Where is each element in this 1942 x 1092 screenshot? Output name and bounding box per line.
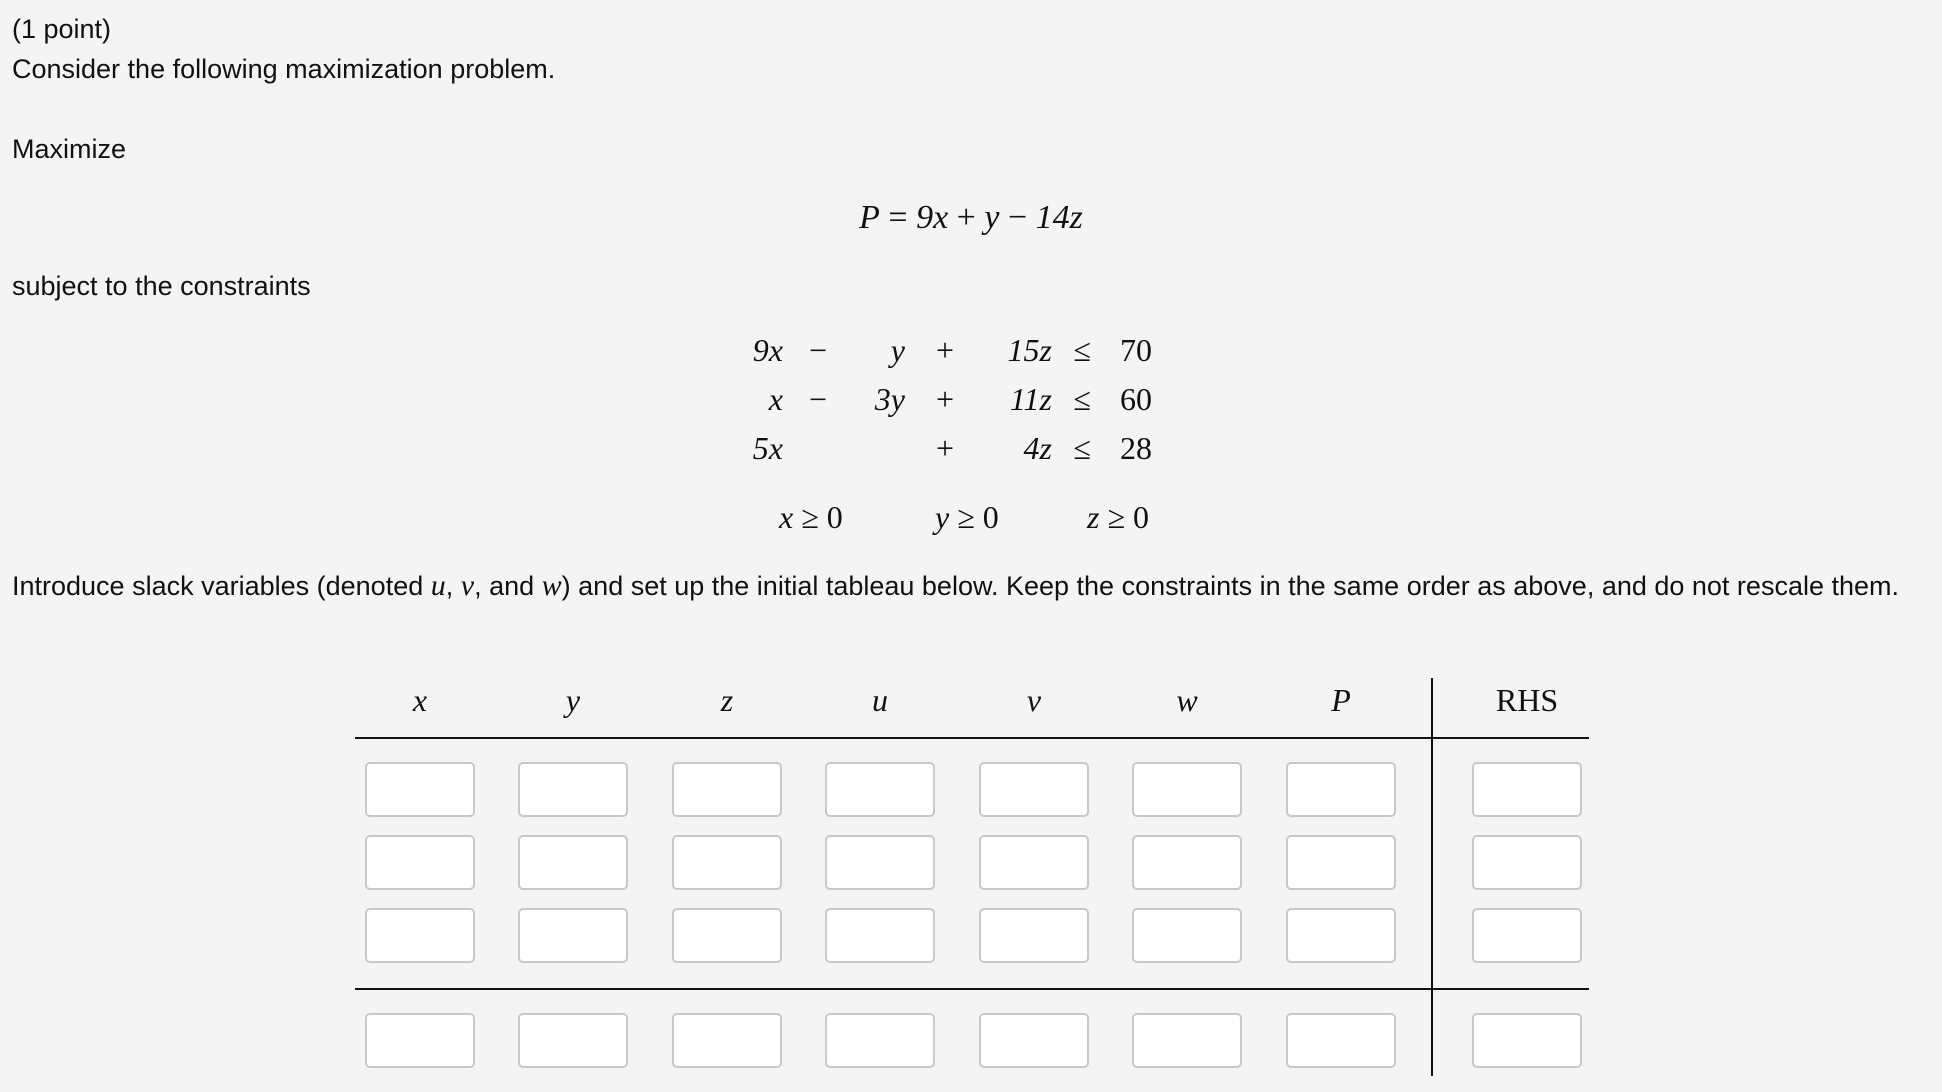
tableau-objective-row-x-input[interactable] [365, 1013, 475, 1068]
points-label: (1 point) [12, 14, 112, 44]
constraint-3-op1 [783, 424, 853, 473]
tableau-objective-row-z-input[interactable] [672, 1013, 782, 1068]
tableau-row-3-v-input[interactable] [979, 908, 1089, 963]
objective-op-1: + [956, 199, 976, 236]
tableau-row-2-v-input[interactable] [979, 835, 1089, 890]
constraint-1-z: 15z [1007, 332, 1052, 368]
tableau-objective-row-u-input[interactable] [825, 1013, 935, 1068]
tableau-row-3-x-input[interactable] [365, 908, 475, 963]
constraint-2-z: 11z [1009, 381, 1052, 417]
tableau-row-3-z-input[interactable] [672, 908, 782, 963]
tableau-objective-row-rhs-input[interactable] [1472, 1013, 1582, 1068]
constraint-3-le: ≤ [1073, 430, 1091, 466]
constraint-row-3 [733, 424, 1152, 473]
maximize-label: Maximize [12, 134, 127, 164]
tableau-row-2-w-input[interactable] [1132, 835, 1242, 890]
tableau-objective-row-v-input[interactable] [979, 1013, 1089, 1068]
column-header-u: u [872, 682, 888, 718]
objective-op-2: − [1007, 199, 1028, 236]
constraint-3-z: 4z [1023, 430, 1052, 466]
problem-intro: Consider the following maximization problem. [12, 54, 556, 84]
objective-term-z: 14z [1035, 199, 1083, 236]
column-header-w: w [1176, 682, 1198, 718]
constraint-1-le: ≤ [1073, 332, 1091, 368]
column-header-x: x [412, 682, 428, 718]
objective-function [0, 193, 1942, 243]
constraint-row-1 [733, 326, 1152, 375]
constraint-2-y: 3y [874, 381, 905, 417]
tableau-row-1-u-input[interactable] [825, 762, 935, 817]
tableau-row-2-rhs-input[interactable] [1472, 835, 1582, 890]
constraint-3-op2: + [935, 430, 955, 466]
constraint-1-x: 9x [752, 332, 783, 368]
objective-lhs: P [859, 199, 880, 236]
constraint-2-op2: + [935, 381, 955, 417]
column-header-v: v [1026, 682, 1042, 718]
constraints-system [733, 326, 1152, 473]
tableau-row-1-v-input[interactable] [979, 762, 1089, 817]
objective-term-y: y [984, 199, 1000, 236]
tableau-row-3-p-input[interactable] [1286, 908, 1396, 963]
constraint-3-rhs: 28 [1120, 430, 1152, 466]
tableau-row-2-x-input[interactable] [365, 835, 475, 890]
objective-equals: = [888, 199, 908, 236]
tableau-row-3-y-input[interactable] [518, 908, 628, 963]
tableau-objective-row-w-input[interactable] [1132, 1013, 1242, 1068]
tableau-row-1-y-input[interactable] [518, 762, 628, 817]
tableau-row-2-u-input[interactable] [825, 835, 935, 890]
tableau-row-3-u-input[interactable] [825, 908, 935, 963]
column-header-rhs: RHS [1495, 682, 1559, 718]
constraint-row-2 [733, 375, 1152, 424]
constraint-1-op1: − [808, 332, 828, 368]
constraint-3-y [853, 424, 905, 473]
constraint-1-op2: + [935, 332, 955, 368]
tableau-row-1-w-input[interactable] [1132, 762, 1242, 817]
tableau-row-2-y-input[interactable] [518, 835, 628, 890]
tableau-row-1-p-input[interactable] [1286, 762, 1396, 817]
column-header-p: P [1331, 682, 1351, 718]
column-header-z: z [720, 682, 734, 718]
nonneg-z: z ≥ 0 [1087, 499, 1150, 535]
tableau-row-3-rhs-input[interactable] [1472, 908, 1582, 963]
tableau-row-1-rhs-input[interactable] [1472, 762, 1582, 817]
constraint-2-op1: − [808, 381, 828, 417]
constraint-2-le: ≤ [1073, 381, 1091, 417]
tableau-rhs-divider [1431, 678, 1433, 1076]
constraint-1-rhs: 70 [1120, 332, 1152, 368]
tableau-row-1-z-input[interactable] [672, 762, 782, 817]
tableau-header-rule [355, 737, 1589, 739]
tableau-row-2-z-input[interactable] [672, 835, 782, 890]
nonneg-x: x ≥ 0 [779, 499, 843, 535]
tableau-objective-rule [355, 988, 1589, 990]
tableau-row-3-w-input[interactable] [1132, 908, 1242, 963]
column-header-y: y [565, 682, 581, 718]
constraint-3-x: 5x [752, 430, 783, 466]
nonneg-y: y ≥ 0 [935, 499, 999, 535]
tableau-row-1-x-input[interactable] [365, 762, 475, 817]
constraints-label: subject to the constraints [12, 271, 311, 301]
constraint-1-y: y [890, 332, 905, 368]
constraint-2-rhs: 60 [1120, 381, 1152, 417]
tableau-objective-row-p-input[interactable] [1286, 1013, 1396, 1068]
instructions-text: Introduce slack variables (denoted u, v, and w) and set up the initial tableau below. Keep the constraints in the same order as above, and do not rescale them. [12, 569, 1900, 602]
constraint-2-x: x [768, 381, 783, 417]
objective-term-x: 9x [916, 199, 949, 236]
tableau-objective-row-y-input[interactable] [518, 1013, 628, 1068]
tableau-row-2-p-input[interactable] [1286, 835, 1396, 890]
